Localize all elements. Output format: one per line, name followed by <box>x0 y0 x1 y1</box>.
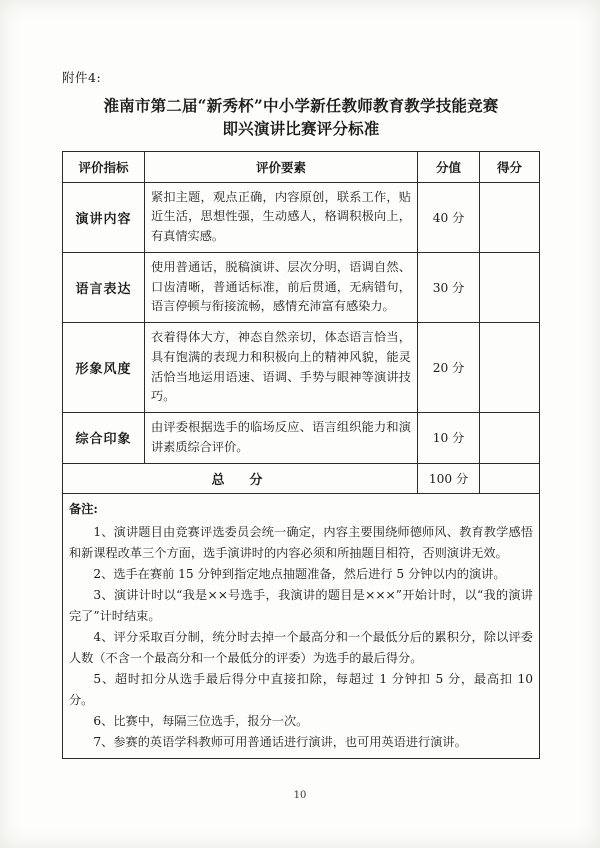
total-points: 100 分 <box>418 463 480 493</box>
note-item: 2、选手在赛前 15 分钟到指定地点抽题准备，然后进行 5 分钟以内的演讲。 <box>93 566 506 581</box>
note-item: 6、比赛中，每隔三位选手，报分一次。 <box>93 713 309 728</box>
criterion-score-field[interactable] <box>480 413 540 464</box>
column-header-points: 分值 <box>418 151 480 182</box>
column-header-score: 得分 <box>480 151 540 182</box>
table-total-row <box>63 463 540 493</box>
criterion-description: 由评委根据选手的临场反应、语言组织能力和演讲素质综合评价。 <box>145 413 418 464</box>
note-item: 3、演讲计时以“我是××号选手，我演讲的题目是×××”开始计时，以“我的演讲完了”计时结束。 <box>69 587 533 623</box>
criterion-points: 30 分 <box>418 252 480 322</box>
criterion-name: 形象风度 <box>63 323 145 413</box>
criterion-name: 语言表达 <box>63 252 145 322</box>
criterion-description: 使用普通话，脱稿演讲、层次分明，语调自然、口齿清晰，普通话标准，前后贯通，无病错句，语言停顿与衔接流畅，感情充沛富有感染力。 <box>145 252 418 322</box>
criterion-name: 演讲内容 <box>63 182 145 252</box>
criterion-description: 衣着得体大方，神态自然亲切，体态语言恰当，具有饱满的表现力和积极向上的精神风貌，能灵活恰当地运用语速、语调、手势与眼神等演讲技巧。 <box>145 323 418 413</box>
criterion-name: 综合印象 <box>63 413 145 464</box>
note-item: 4、评分采取百分制，统分时去掉一个最高分和一个最低分后的累积分，除以评委人数（不含一个最高分和一个最低分的评委）为选手的最后得分。 <box>69 629 533 665</box>
note-item: 5、超时扣分从选手最后得分中直接扣除，每超过 1 分钟扣 5 分，最高扣 10 分。 <box>69 671 533 707</box>
column-header-elements: 评价要素 <box>145 151 418 182</box>
table-header-row <box>63 151 540 182</box>
total-label: 总 分 <box>63 463 418 493</box>
criterion-points: 10 分 <box>418 413 480 464</box>
criterion-points: 20 分 <box>418 323 480 413</box>
table-notes-row <box>63 493 540 758</box>
note-item: 7、参赛的英语学科教师可用普通话进行演讲，也可用英语进行演讲。 <box>93 734 467 749</box>
table-row <box>63 182 540 252</box>
table-row <box>63 252 540 322</box>
document-content <box>62 68 540 759</box>
page-number: 10 <box>293 790 307 801</box>
notes-section <box>63 493 540 758</box>
title-line-1: 淮南市第二届“新秀杯”中小学新任教师教育教学技能竞赛 <box>103 96 499 115</box>
scoring-rubric-table <box>62 151 540 759</box>
table-row <box>63 323 540 413</box>
column-header-criterion: 评价指标 <box>63 151 145 182</box>
table-row <box>63 413 540 464</box>
criterion-description: 紧扣主题，观点正确，内容原创，联系工作，贴近生活，思想性强，生动感人，格调积极向上，有真情实感。 <box>145 182 418 252</box>
title-line-2: 即兴演讲比赛评分标准 <box>222 119 380 139</box>
page-title <box>62 94 540 141</box>
attachment-label: 附件4: <box>62 70 102 85</box>
total-score-field[interactable] <box>480 463 540 493</box>
criterion-score-field[interactable] <box>480 182 540 252</box>
notes-title: 备注: <box>69 501 98 516</box>
criterion-score-field[interactable] <box>480 323 540 413</box>
note-item: 1、演讲题目由竞赛评选委员会统一确定，内容主要围绕师德师风、教育教学感悟和新课程改革三个方面，选手演讲时的内容必须和所抽题目相符，否则演讲无效。 <box>69 524 533 560</box>
criterion-points: 40 分 <box>418 182 480 252</box>
criterion-score-field[interactable] <box>480 252 540 322</box>
